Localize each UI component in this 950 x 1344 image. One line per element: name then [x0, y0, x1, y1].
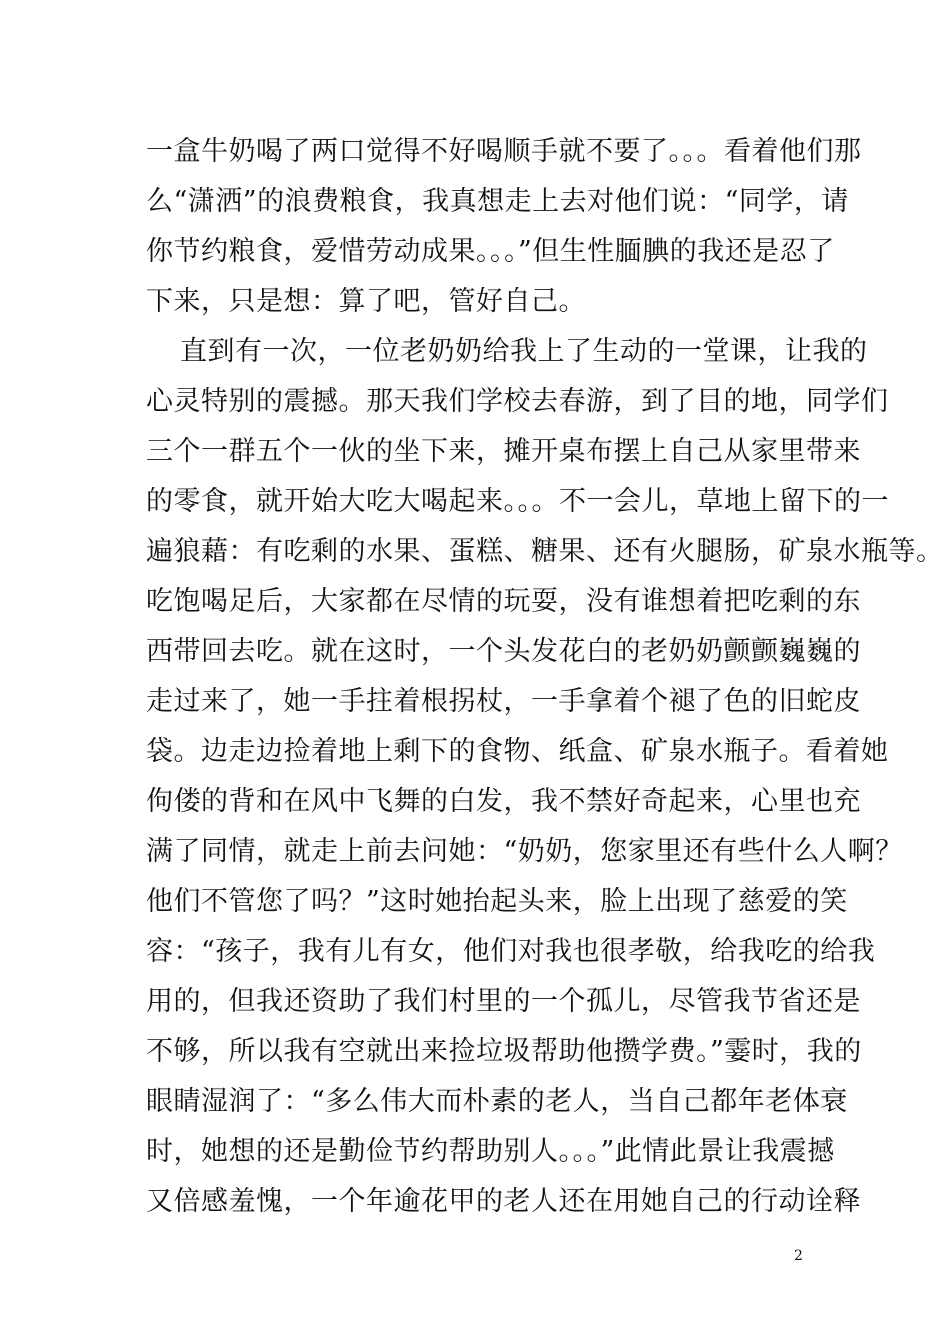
text-line: 吃饱喝足后，大家都在尽情的玩耍，没有谁想着把吃剩的东: [146, 586, 861, 617]
text-line: 用的，但我还资助了我们村里的一个孤儿，尽管我节省还是: [146, 986, 861, 1017]
text-line: 下来，只是想：算了吧，管好自己。: [146, 286, 586, 317]
text-line: 心灵特别的震撼。那天我们学校去春游，到了目的地，同学们: [146, 386, 889, 417]
text-line: 么“潇洒”的浪费粮食，我真想走上去对他们说：“同学，请: [146, 186, 849, 217]
text-line: 你节约粮食，爱惜劳动成果。。。”但生性腼腆的我还是忍了: [146, 236, 835, 267]
text-line: 眼睛湿润了：“多么伟大而朴素的老人，当自己都年老体衰: [146, 1086, 848, 1117]
text-line: 一盒牛奶喝了两口觉得不好喝顺手就不要了。。。看着他们那: [146, 136, 862, 167]
text-line: 三个一群五个一伙的坐下来，摊开桌布摆上自己从家里带来: [146, 436, 861, 467]
text-line: 西带回去吃。就在这时，一个头发花白的老奶奶颤颤巍巍的: [146, 636, 861, 667]
text-line: 的零食，就开始大吃大喝起来。。。不一会儿，草地上留下的一: [146, 486, 889, 517]
text-line: 又倍感羞愧，一个年逾花甲的老人还在用她自己的行动诠释: [146, 1186, 861, 1217]
text-line: 袋。边走边捡着地上剩下的食物、纸盒、矿泉水瓶子。看着她: [146, 736, 889, 767]
text-line: 遍狼藉：有吃剩的水果、蛋糕、糖果、还有火腿肠，矿泉水瓶等。: [146, 536, 944, 567]
text-line: 不够，所以我有空就出来捡垃圾帮助他攒学费。”霎时，我的: [146, 1036, 862, 1067]
text-line: 走过来了，她一手拄着根拐杖，一手拿着个褪了色的旧蛇皮: [146, 686, 861, 717]
text-line: 直到有一次，一位老奶奶给我上了生动的一堂课，让我的: [180, 336, 868, 367]
text-line: 佝偻的背和在风中飞舞的白发，我不禁好奇起来，心里也充: [146, 786, 861, 817]
page-number: 2: [794, 1248, 803, 1264]
text-line: 时，她想的还是勤俭节约帮助别人。。。”此情此景让我震撼: [146, 1136, 835, 1167]
text-line: 他们不管您了吗？”这时她抬起头来，脸上出现了慈爱的笑: [146, 886, 848, 917]
text-line: 容：“孩子，我有儿有女，他们对我也很孝敬，给我吃的给我: [146, 936, 876, 967]
text-line: 满了同情，就走上前去问她：“奶奶，您家里还有些什么人啊？: [146, 836, 903, 867]
